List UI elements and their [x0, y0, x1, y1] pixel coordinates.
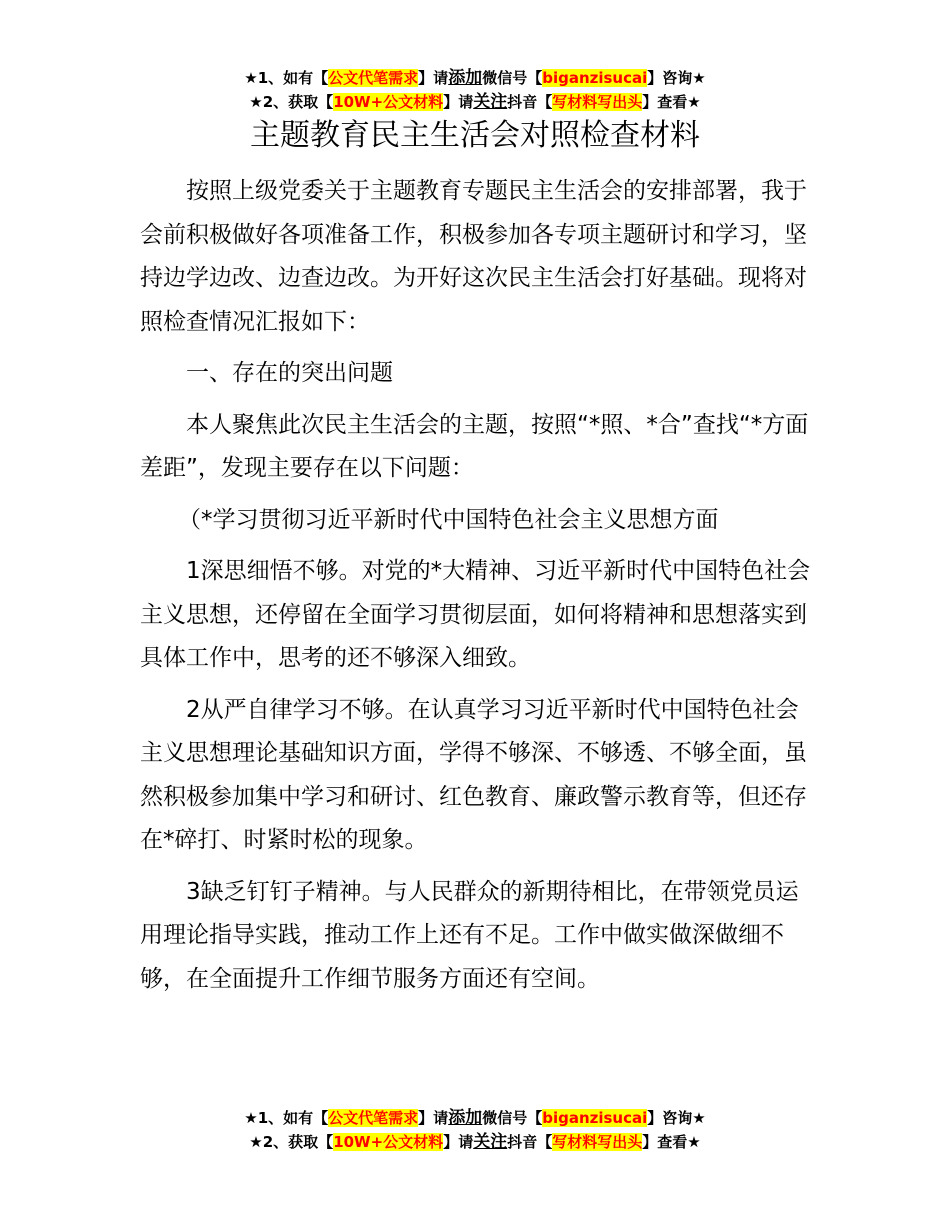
paragraph-item-1: 1深思细悟不够。对党的*大精神、习近平新时代中国特色社会主义思想，还停留在全面学习贯彻层面，如何将精神和思想落实到具体工作中，思考的还不够深入细致。: [140, 558, 811, 671]
banner-underline: 关注: [473, 92, 508, 112]
banner-text: 】查看★: [642, 93, 701, 111]
banner-text: 】咨询★: [647, 1109, 706, 1127]
banner-highlight: 10W+公文材料: [333, 1133, 444, 1151]
banner-underline: 添加: [448, 1108, 483, 1128]
banner-text: ★1、如有【: [244, 69, 329, 87]
banner-highlight: biganzisucai: [542, 1109, 648, 1127]
banner-text: 】请: [418, 69, 449, 87]
banner-text: 】请: [443, 1133, 474, 1151]
paragraph-item-3: 3缺乏钉钉子精神。与人民群众的新期待相比，在带领党员运用理论指导实践，推动工作上还有不足。工作中做实做深做细不够，在全面提升工作细节服务方面还有空间。: [140, 878, 799, 992]
paragraph-focus: 本人聚焦此次民主生活会的主题，按照“*照、*合”查找“*方面差距”，发现主要存在以下问题：: [140, 411, 809, 481]
banner-text: 微信号【: [482, 1109, 543, 1127]
banner-line-1: [0, 66, 950, 90]
document-title: 主题教育民主生活会对照检查材料: [250, 118, 700, 153]
banner-highlight: 公文代笔需求: [328, 1109, 419, 1127]
promo-banner-bottom: [0, 1106, 950, 1154]
banner-text: 】请: [418, 1109, 449, 1127]
banner-text: 】查看★: [642, 1133, 701, 1151]
banner-highlight: 写材料写出头: [552, 1133, 643, 1151]
banner-underline: 关注: [473, 1132, 508, 1152]
banner-highlight: 公文代笔需求: [328, 69, 419, 87]
banner-text: 抖音【: [507, 1133, 553, 1151]
banner-line-1: [0, 1106, 950, 1130]
banner-text: ★2、获取【: [249, 1133, 334, 1151]
banner-text: 抖音【: [507, 93, 553, 111]
banner-highlight: 10W+公文材料: [333, 93, 444, 111]
banner-text: ★1、如有【: [244, 1109, 329, 1127]
paragraph-item-2: 2从严自律学习不够。在认真学习习近平新时代中国特色社会主义思想理论基础知识方面，学得不够深、不够透、不够全面，虽然积极参加集中学习和研讨、红色教育、廉政警示教育等，但还存在*碎打、时紧时松的现象。: [140, 696, 807, 853]
paragraph-intro: 按照上级党委关于主题教育专题民主生活会的安排部署，我于会前积极做好各项准备工作，积极参加各专项主题研讨和学习，坚持边学边改、边查边改。为开好这次民主生活会打好基础。现将对照检查情况汇报如下：: [140, 178, 807, 335]
section-heading: 一、存在的突出问题: [186, 360, 393, 386]
subsection-heading: （*学习贯彻习近平新时代中国特色社会主义思想方面: [178, 506, 719, 533]
banner-text: 】请: [443, 93, 474, 111]
promo-banner-top: [0, 66, 950, 114]
banner-line-2: [0, 90, 950, 114]
banner-highlight: biganzisucai: [542, 69, 648, 87]
banner-text: 微信号【: [482, 69, 543, 87]
banner-underline: 添加: [448, 68, 483, 88]
banner-highlight: 写材料写出头: [552, 93, 643, 111]
banner-text: 】咨询★: [647, 69, 706, 87]
banner-text: ★2、获取【: [249, 93, 334, 111]
banner-line-2: [0, 1130, 950, 1154]
document-body: [140, 170, 815, 1009]
